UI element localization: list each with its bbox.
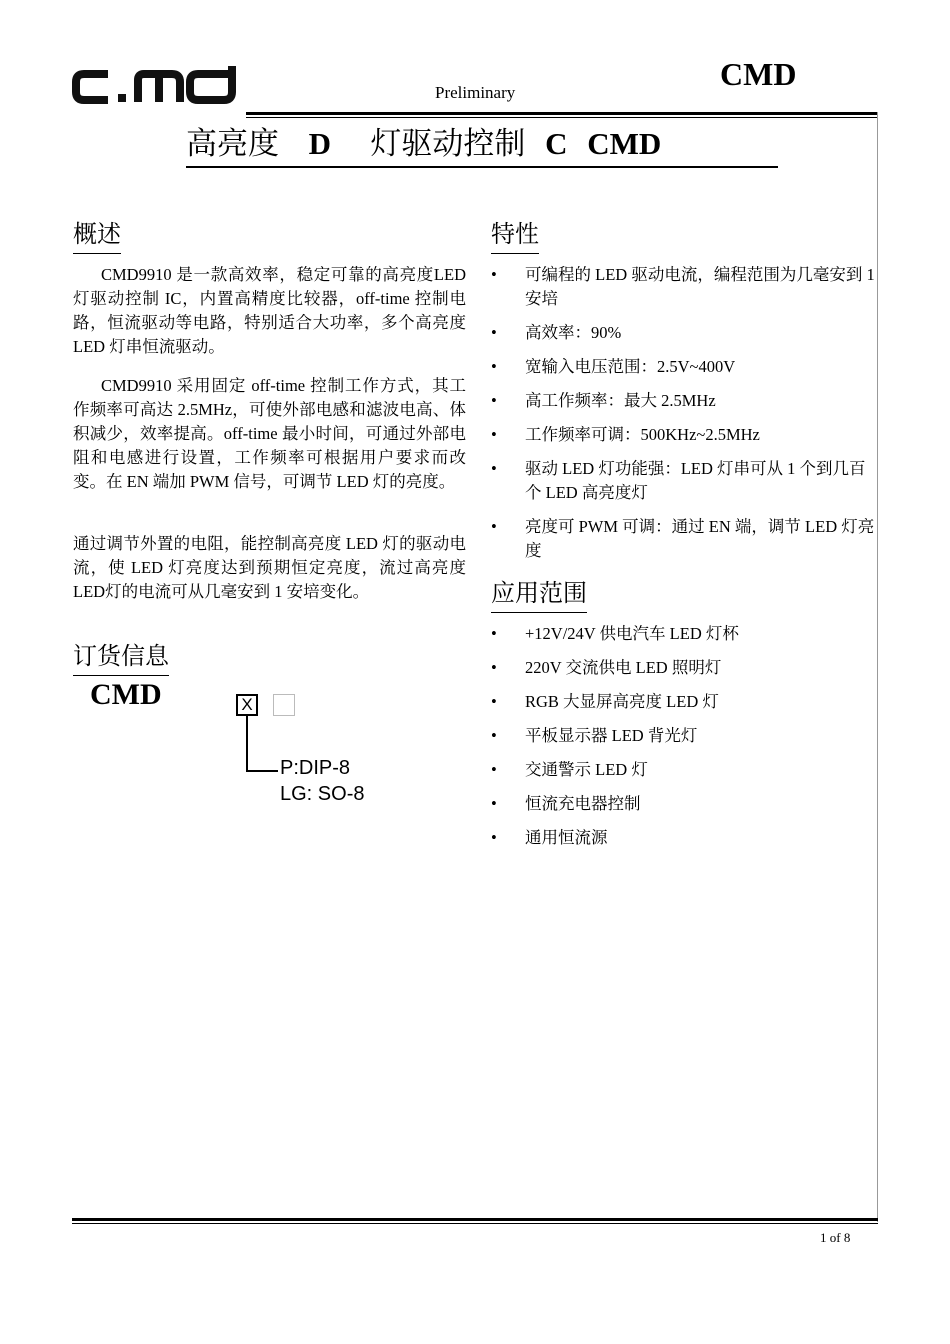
applications-heading: 应用范围 [491, 573, 587, 613]
list-item: • 平板显示器 LED 背光灯 [491, 724, 877, 748]
bullet: • [491, 794, 497, 813]
bullet: • [491, 658, 497, 677]
bullet: • [491, 265, 497, 284]
list-item: • 高效率：90% [491, 321, 877, 345]
bullet: • [491, 828, 497, 847]
overview-paragraph-2: CMD9910 采用固定 off-time 控制工作方式，其工作频率可高达 2.5MHz，可使外部电感和滤波电高、体积减少，效率提高。off-time 最小时间，可通过外部电阻和电感进行设置，工作频率可根据用户要求而改变。在 EN 端加 PWM 信号，可调节 LED 灯的亮度。 [73, 376, 466, 491]
list-item: • 亮度可 PWM 可调：通过 EN 端，调节 LED 灯亮度 [491, 517, 875, 560]
title-text-1: 高亮度 [186, 126, 279, 162]
title-text-5: CMD [587, 126, 662, 161]
header-rule [246, 112, 878, 115]
right-margin-line [877, 112, 878, 1222]
page-number: 1 of 8 [820, 1230, 851, 1245]
package-so8: LG: SO-8 [280, 783, 365, 805]
bullet: • [491, 760, 497, 779]
package-code-box: X [236, 694, 258, 716]
company-logo [72, 62, 244, 112]
bullet: • [491, 726, 497, 745]
package-dip8: P:DIP-8 [280, 757, 351, 779]
title-text-2: D [308, 126, 331, 161]
list-item: • 通用恒流源 [491, 826, 877, 850]
overview-heading: 概述 [73, 214, 121, 254]
preliminary-label: Preliminary [435, 83, 516, 102]
bullet: • [491, 357, 497, 376]
list-item: • RGB 大显屏高亮度 LED 灯 [491, 690, 877, 714]
ordering-bracket-horizontal [246, 770, 278, 772]
footer-rule-thin [72, 1223, 878, 1224]
header-brand: CMD [720, 56, 797, 92]
features-heading: 特性 [491, 214, 539, 254]
overview-paragraph-3: 通过调节外置的电阻，能控制高亮度 LED 灯的驱动电流，使 LED 灯亮度达到预期恒定亮度，流过高亮度LED灯的电流可从几毫安到 1 安培变化。 [73, 534, 466, 601]
bullet: • [491, 517, 497, 536]
list-item: • 交通警示 LED 灯 [491, 758, 877, 782]
document-title [186, 118, 661, 163]
applications-list [491, 622, 877, 860]
bullet: • [491, 459, 497, 478]
title-rule [186, 166, 778, 168]
bullet: • [491, 624, 497, 643]
bullet: • [491, 692, 497, 711]
title-text-3: 灯驱动控制 [370, 126, 526, 162]
overview-paragraph-1: CMD9910 是一款高效率，稳定可靠的高亮度LED 灯驱动控制 IC，内置高精度比较器，off-time 控制电路，恒流驱动等电路，特别适合大功率，多个高亮度 LED 灯串恒流驱动。 [73, 265, 466, 356]
bullet: • [491, 391, 497, 410]
ordering-heading: 订货信息 [73, 636, 169, 676]
list-item: • 高工作频率：最大 2.5MHz [491, 389, 877, 413]
ordering-brand: CMD [90, 678, 162, 711]
list-item: • 220V 交流供电 LED 照明灯 [491, 656, 877, 680]
list-item: • 可编程的 LED 驱动电流，编程范围为几毫安到 1 安培 [491, 265, 875, 308]
bullet: • [491, 425, 497, 444]
list-item: • 驱动 LED 灯功能强：LED 灯串可从 1 个到几百个 LED 高亮度灯 [491, 459, 866, 502]
bullet: • [491, 323, 497, 342]
footer-rule [72, 1218, 878, 1221]
package-code-box-empty [273, 694, 295, 716]
list-item: • 宽输入电压范围：2.5V~400V [491, 355, 877, 379]
title-text-4: C [545, 126, 568, 161]
list-item: • 工作频率可调：500KHz~2.5MHz [491, 423, 877, 447]
list-item: • +12V/24V 供电汽车 LED 灯杯 [491, 622, 877, 646]
features-list [491, 263, 877, 573]
list-item: • 恒流充电器控制 [491, 792, 877, 816]
ordering-bracket-vertical [246, 716, 248, 772]
